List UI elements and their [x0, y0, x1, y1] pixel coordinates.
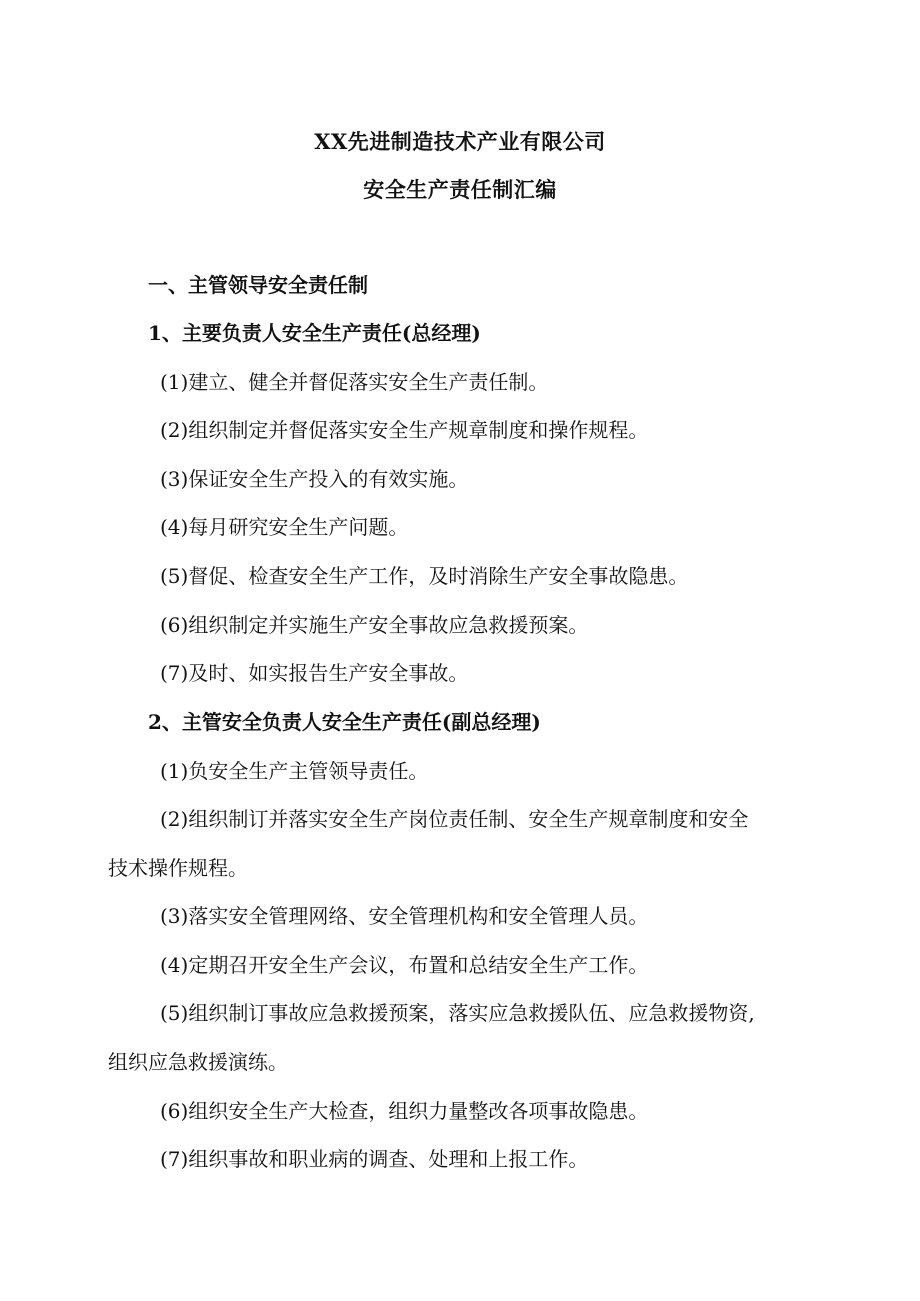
list-item-continuation: 技术操作规程。 — [108, 856, 248, 880]
list-item: (6)组织制定并实施生产安全事故应急救援预案。 — [160, 613, 589, 637]
list-item: (7)及时、如实报告生产安全事故。 — [160, 661, 469, 685]
list-item: (5)督促、检查安全生产工作，及时消除生产安全事故隐患。 — [160, 564, 689, 588]
section-heading: 一、主管领导安全责任制 — [148, 273, 368, 297]
list-item: (5)组织制订事故应急救援预案，落实应急救援队伍、应急救援物资, — [160, 1001, 755, 1025]
document-title: 安全生产责任制汇编 — [363, 177, 557, 202]
company-title: XX先进制造技术产业有限公司 — [314, 129, 606, 154]
list-item: (2)组织制订并落实安全生产岗位责任制、安全生产规章制度和安全 — [160, 807, 749, 831]
list-item: (2)组织制定并督促落实安全生产规章制度和操作规程。 — [160, 418, 649, 442]
list-item: (1)负安全生产主管领导责任。 — [160, 759, 429, 783]
list-item: (7)组织事故和职业病的调查、处理和上报工作。 — [160, 1147, 589, 1171]
list-item-continuation: 组织应急救援演练。 — [108, 1050, 288, 1074]
list-item: (4)定期召开安全生产会议，布置和总结安全生产工作。 — [160, 953, 649, 977]
list-item: (6)组织安全生产大检查，组织力量整改各项事故隐患。 — [160, 1099, 649, 1123]
subsection-heading-2: 2、主管安全负责人安全生产责任(副总经理) — [148, 710, 541, 734]
list-item: (1)建立、健全并督促落实安全生产责任制。 — [160, 370, 549, 394]
list-item: (3)保证安全生产投入的有效实施。 — [160, 467, 469, 491]
list-item: (4)每月研究安全生产问题。 — [160, 515, 409, 539]
subsection-heading-1: 1、主要负责人安全生产责任(总经理) — [148, 321, 481, 345]
list-item: (3)落实安全管理网络、安全管理机构和安全管理人员。 — [160, 904, 649, 928]
